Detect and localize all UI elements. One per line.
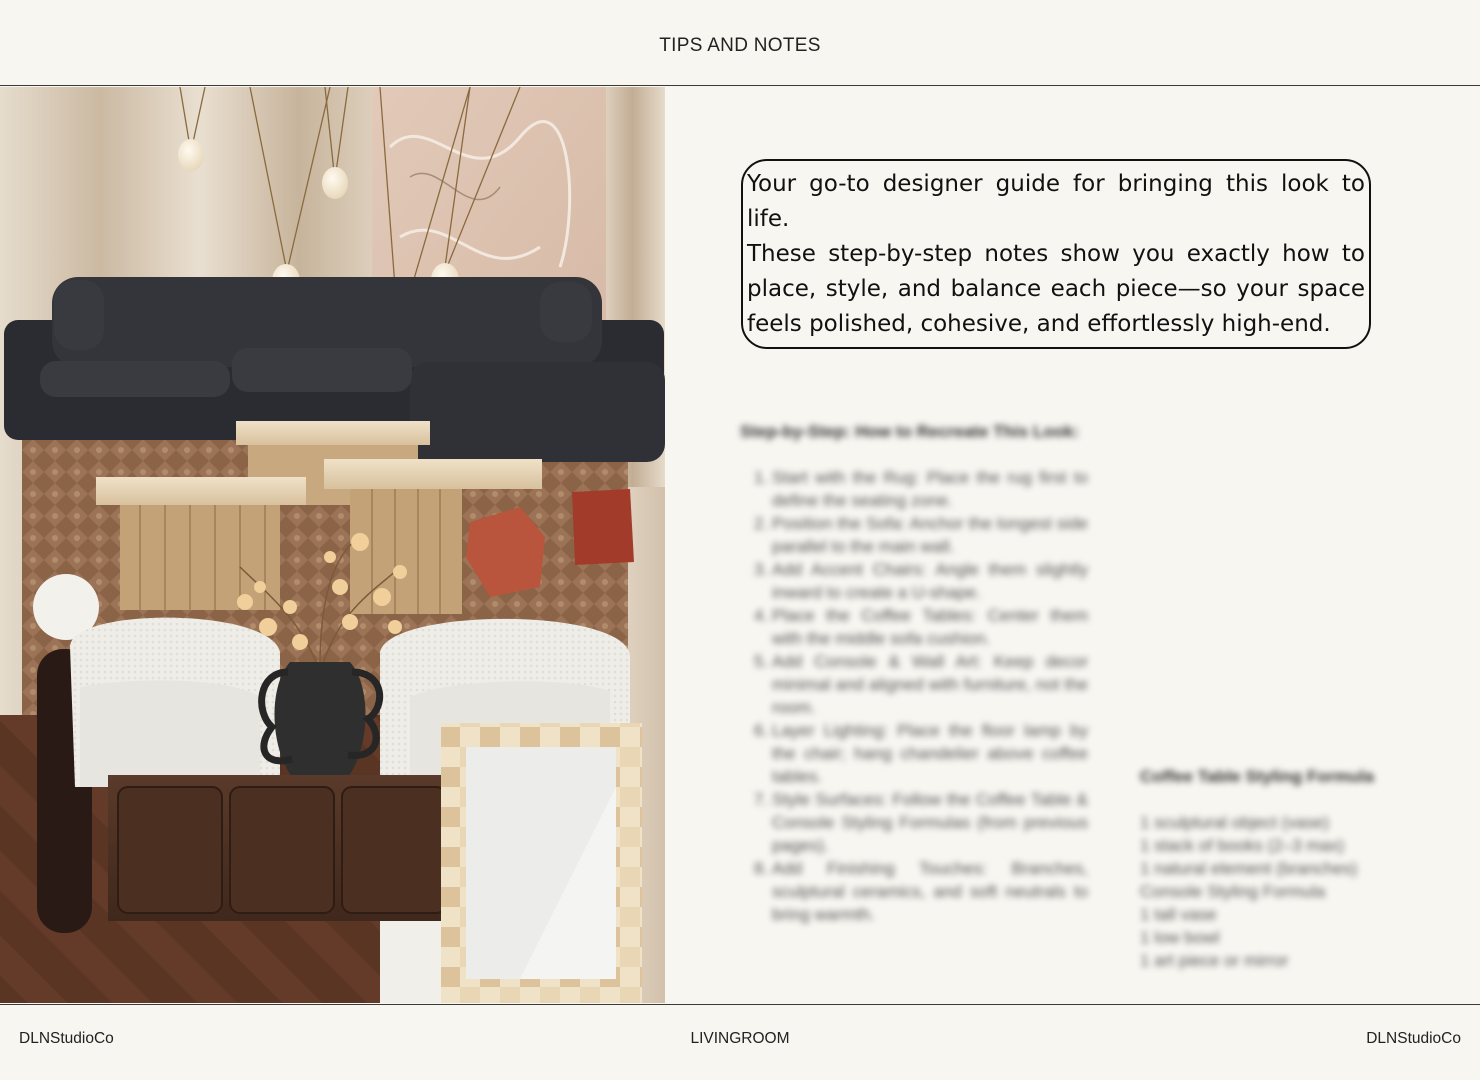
list-item: 7. Style Surfaces: Follow the Coffee Table & Console Styling Formulas (from previous pages). (754, 790, 1088, 855)
page-footer (0, 1004, 1480, 1080)
list-item: 2. Position the Sofa: Anchor the longest side parallel to the main wall. (754, 514, 1088, 556)
list-item: 8. Add Finishing Touches: Branches, sculptural ceramics, and soft neutrals to bring warmth. (754, 859, 1088, 924)
intro-line-2: These step-by-step notes show you exactly how to place, style, and balance each piece—so your space feels polished, cohesive, and effortlessly high-end. (747, 241, 1365, 337)
list-item: Console Styling Formula (1140, 882, 1326, 901)
list-item: 1 art piece or mirror (1140, 951, 1289, 970)
footer-brand-left: DLNStudioCo (19, 1030, 114, 1047)
page-title: TIPS AND NOTES (659, 35, 821, 56)
list-item: 4. Place the Coffee Tables: Center them with the middle sofa cushion. (754, 606, 1088, 648)
footer-brand-right: DLNStudioCo (1366, 1030, 1461, 1047)
list-item: 6. Layer Lighting: Place the floor lamp by the chair; hang chandelier above coffee tables. (754, 721, 1088, 786)
intro-line-1: Your go-to designer guide for bringing this look to life. (747, 171, 1365, 232)
living-room-moodboard (0, 87, 665, 1003)
footer-section-label: LIVINGROOM (690, 1030, 790, 1047)
list-item: 3. Add Accent Chairs: Angle them slightly inward to create a U-shape. (754, 560, 1088, 602)
steps-title: Step-by-Step: How to Recreate This Look: (740, 422, 1080, 441)
steps-list (740, 466, 1088, 926)
page-header (0, 0, 1480, 86)
list-item: 1. Start with the Rug: Place the rug first to define the seating zone. (754, 468, 1088, 510)
formula-title: Coffee Table Styling Formula (1140, 767, 1374, 786)
formula-list (1140, 811, 1420, 972)
intro-callout (741, 159, 1371, 349)
list-item: 1 natural element (branches) (1140, 859, 1358, 878)
list-item: 1 tall vase (1140, 905, 1217, 924)
steps-section (740, 420, 1088, 926)
list-item: 1 stack of books (2–3 max) (1140, 836, 1345, 855)
styling-formula-section (1140, 765, 1420, 972)
list-item: 1 sculptural object (vase) (1140, 813, 1329, 832)
list-item: 1 low bowl (1140, 928, 1220, 947)
list-item: 5. Add Console & Wall Art: Keep decor minimal and aligned with furniture, not the room. (754, 652, 1088, 717)
moodboard-collage-image (0, 87, 665, 1003)
